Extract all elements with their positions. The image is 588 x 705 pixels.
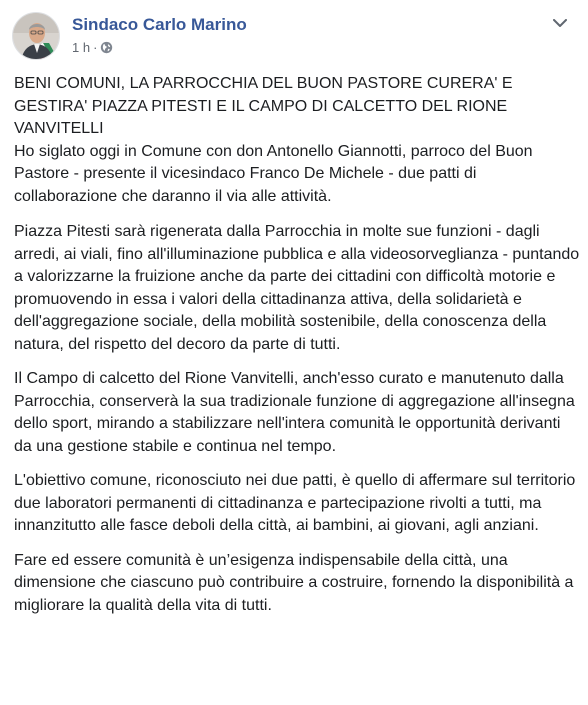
post-body [14,73,580,629]
post-timestamp[interactable]: 1 h [72,40,91,55]
chevron-down-icon[interactable] [548,14,572,32]
post-paragraph-4: L'obiettivo comune, riconosciuto nei due patti, è quello di affermare sul territorio due laboratori permanenti di cittadinanza e partecipazione rivolti a tutti, ma innanzitutto alle fasce deboli della città, ai bambini, ai giovani, agli anziani. [14,472,576,534]
post-meta [72,40,113,55]
post-paragraph-2: Piazza Pitesti sarà rigenerata dalla Parrocchia in molte sue funzioni - dagli arredi, ai viali, fino all'illuminazione pubblica e alla videosorveglianza - puntando a valorizzarne la fruizione anche da parte dei cittadini con difficoltà motorie e promuovendo in essa i valori della cittadinanza attiva, della solidarietà e dell'aggregazione sociale, della mobilità sostenibile, della conoscenza della natura, del rispetto del decoro da parte di tutti. [14,223,580,353]
post-header [12,12,588,62]
meta-separator: · [93,40,98,55]
author-avatar[interactable] [12,12,60,60]
author-name-link[interactable]: Sindaco Carlo Marino [72,15,247,34]
post-paragraph-5: Fare ed essere comunità è un’esigenza indispensabile della città, una dimensione che ciascuno può contribuire a costruire, fornendo la disponibilità a migliorare la qualità della vita di tutti. [14,551,574,614]
globe-icon[interactable] [100,41,113,54]
post-paragraph-3: Il Campo di calcetto del Rione Vanvitelli, anch'esso curato e manutenuto dalla Parrocchia, conserverà la sua tradizionale funzione di aggregazione all'insegna dello sport, mirando a stabilizzare nell'intera comunità le opportunità derivanti da una gestione stabile e continua nel tempo. [14,370,575,455]
post-paragraph-1: BENI COMUNI, LA PARROCCHIA DEL BUON PASTORE CURERA' E GESTIRA' PIAZZA PITESTI E IL CAMPO DI CALCETTO DEL RIONE VANVITELLI Ho siglato oggi in Comune con don Antonello Giannotti, parroco del Buon Pastore - presente il vicesindaco Franco De Michele - due patti di collaborazione che daranno il via alle attività. [14,75,533,205]
avatar-image [13,13,60,60]
